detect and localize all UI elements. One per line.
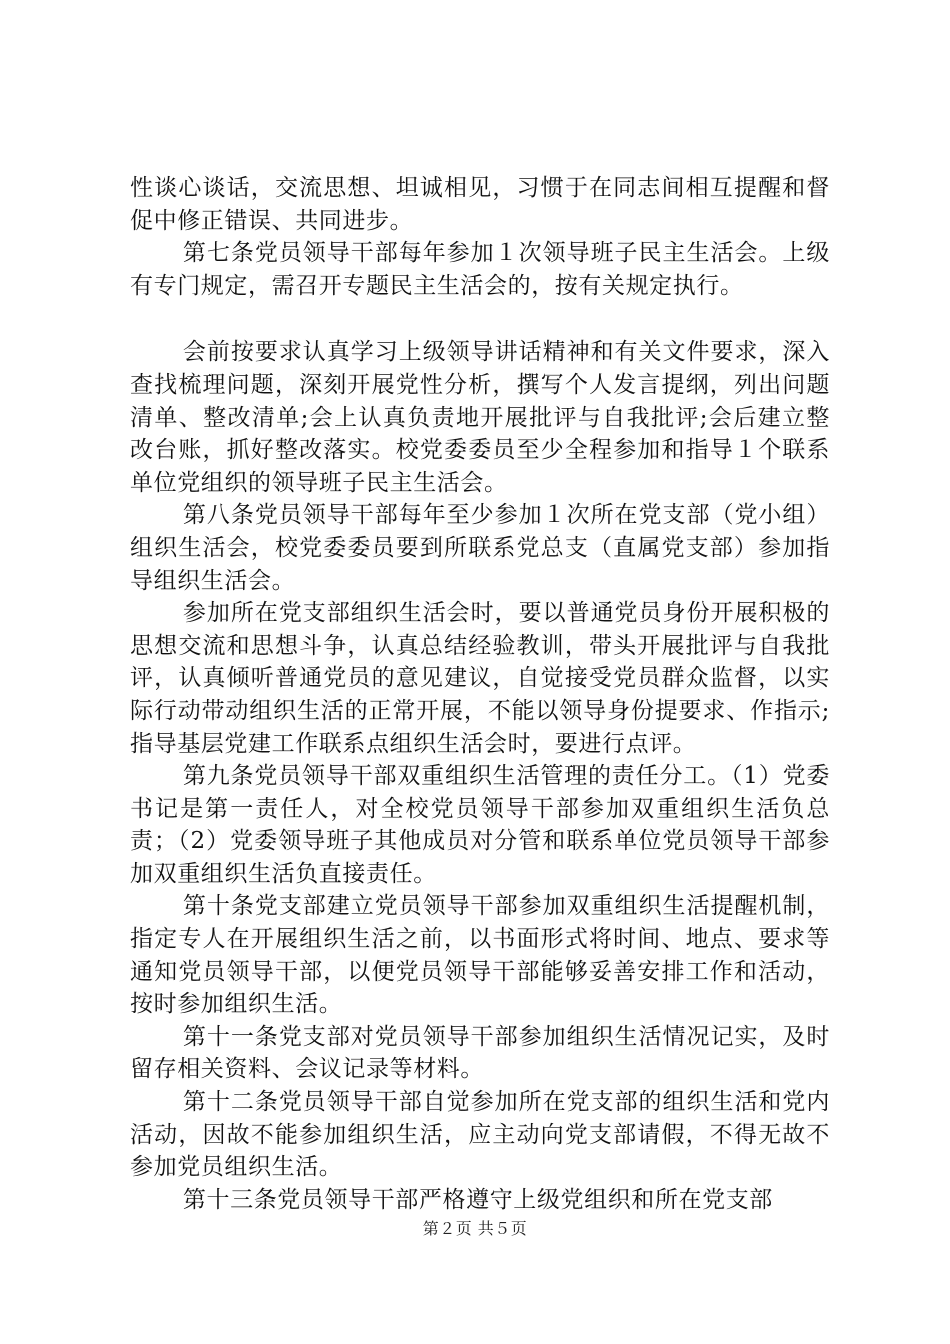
paragraph-article-12: 第十二条党员领导干部自觉参加所在党支部的组织生活和党内活动，因故不能参加组织生活，应主动向党支部请假，不得无故不参加党员组织生活。	[130, 1089, 830, 1181]
page-number-footer: 第２页 共５页	[422, 1219, 528, 1238]
paragraph-article-13: 第十三条党员领导干部严格遵守上级党组织和所在党支部	[182, 1186, 773, 1213]
paragraph-article-8-detail: 参加所在党支部组织生活会时，要以普通党员身份开展积极的思想交流和思想斗争，认真总结经验教训，带头开展批评与自我批评，认真倾听普通党员的意见建议，自觉接受党员群众监督，以实际行动带动组织生活的正常开展，不能以领导身份提要求、作指示;指导基层党建工作联系点组织生活会时，要进行点评。	[130, 600, 830, 757]
document-body	[130, 172, 830, 1216]
paragraph-article-7: 第七条党员领导干部每年参加１次领导班子民主生活会。上级有专门规定，需召开专题民主生活会的，按有关规定执行。	[130, 240, 830, 299]
paragraph-continuation: 性谈心谈话，交流思想、坦诚相见，习惯于在同志间相互提醒和督促中修正错误、共同进步。	[130, 175, 830, 234]
paragraph-article-8: 第八条党员领导干部每年至少参加１次所在党支部（党小组）组织生活会，校党委委员要到所联系党总支（直属党支部）参加指导组织生活会。	[130, 502, 830, 594]
paragraph-article-7-detail: 会前按要求认真学习上级领导讲话精神和有关文件要求，深入查找梳理问题，深刻开展党性分析，撰写个人发言提纲，列出问题清单、整改清单;会上认真负责地开展批评与自我批评;会后建立整改台账，抓好整改落实。校党委委员至少全程参加和指导１个联系单位党组织的领导班子民主生活会。	[130, 339, 830, 496]
paragraph-article-9: 第九条党员领导干部双重组织生活管理的责任分工。（1）党委书记是第一责任人，对全校党员领导干部参加双重组织生活负总责；（2）党委领导班子其他成员对分管和联系单位党员领导干部参加双重组织生活负直接责任。	[130, 763, 830, 887]
paragraph-article-11: 第十一条党支部对党员领导干部参加组织生活情况记实，及时留存相关资料、会议记录等材料。	[130, 1023, 830, 1083]
paragraph-article-10: 第十条党支部建立党员领导干部参加双重组织生活提醒机制，指定专人在开展组织生活之前，以书面形式将时间、地点、要求等通知党员领导干部，以便党员领导干部能够妥善安排工作和活动，按时参加组织生活。	[130, 893, 830, 1018]
paragraph-gap	[130, 302, 830, 336]
